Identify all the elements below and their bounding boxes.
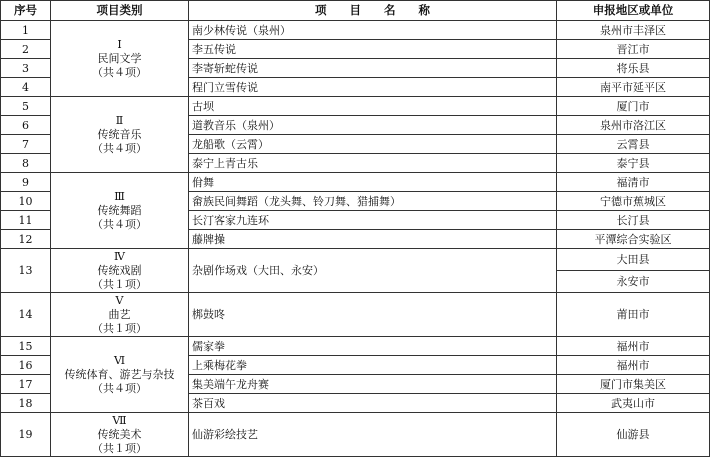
project-name: 南少林传说（泉州）: [189, 21, 557, 40]
header-serial-number: 序号: [1, 1, 51, 21]
row-number: 14: [1, 293, 51, 337]
category-name: 传统美术: [97, 427, 142, 441]
applicant-region: 福清市: [557, 173, 710, 192]
category-cell: [51, 413, 189, 457]
header-applicant-region: 申报地区或单位: [557, 1, 710, 21]
category-count: （共１项）: [92, 441, 147, 455]
applicant-region: 厦门市: [557, 97, 710, 116]
row-number: 12: [1, 230, 51, 249]
project-name: 程门立雪传说: [189, 78, 557, 97]
applicant-region: 泉州市丰泽区: [557, 21, 710, 40]
project-name: 集美端午龙舟赛: [189, 375, 557, 394]
project-name: 长汀客家九连环: [189, 211, 557, 230]
row-number: 18: [1, 394, 51, 413]
applicant-region: 将乐县: [557, 59, 710, 78]
project-name: 儒家拳: [189, 337, 557, 356]
row-number: 10: [1, 192, 51, 211]
category-count: （共４项）: [92, 217, 147, 231]
applicant-region: 大田县: [557, 249, 710, 271]
project-name: 古坝: [189, 97, 557, 116]
header-project-name: 项 目 名 称: [189, 1, 557, 21]
category-name: 传统舞蹈: [97, 203, 142, 217]
table-header-row: [1, 1, 710, 21]
project-name: 梆鼓咚: [189, 293, 557, 337]
applicant-region: 厦门市集美区: [557, 375, 710, 394]
row-number: 1: [1, 21, 51, 40]
category-cell: [51, 337, 189, 413]
category-numeral: Ⅰ: [117, 37, 122, 51]
category-count: （共４项）: [92, 381, 147, 395]
row-number: 6: [1, 116, 51, 135]
applicant-region: 福州市: [557, 356, 710, 375]
category-numeral: Ⅱ: [115, 113, 124, 127]
row-number: 15: [1, 337, 51, 356]
category-cell: [51, 173, 189, 249]
project-name: 畲族民间舞蹈（龙头舞、铃刀舞、猎捕舞）: [189, 192, 557, 211]
category-name: 传统戏剧: [97, 263, 142, 277]
category-cell: [51, 97, 189, 173]
category-cell: [51, 249, 189, 293]
category-name: 曲艺: [108, 307, 131, 321]
applicant-region: 宁德市蕉城区: [557, 192, 710, 211]
applicant-region: 泰宁县: [557, 154, 710, 173]
category-count: （共１项）: [92, 277, 147, 291]
category-numeral: Ⅶ: [112, 413, 127, 427]
category-cell: [51, 293, 189, 337]
applicant-region: 福州市: [557, 337, 710, 356]
category-numeral: Ⅲ: [114, 189, 125, 203]
row-number: 4: [1, 78, 51, 97]
row-number: 9: [1, 173, 51, 192]
table-row: [1, 173, 710, 192]
row-number: 7: [1, 135, 51, 154]
row-number: 13: [1, 249, 51, 293]
project-name: 李五传说: [189, 40, 557, 59]
table-row: [1, 293, 710, 337]
applicant-region: 泉州市洛江区: [557, 116, 710, 135]
row-number: 19: [1, 413, 51, 457]
category-numeral: Ⅵ: [113, 353, 126, 367]
project-name: 佾舞: [189, 173, 557, 192]
project-name: 龙船歌（云霄）: [189, 135, 557, 154]
category-numeral: Ⅴ: [115, 293, 124, 307]
row-number: 5: [1, 97, 51, 116]
table-row: [1, 413, 710, 457]
applicant-region: 南平市延平区: [557, 78, 710, 97]
row-number: 8: [1, 154, 51, 173]
row-number: 11: [1, 211, 51, 230]
category-count: （共１项）: [92, 321, 147, 335]
applicant-region: 长汀县: [557, 211, 710, 230]
project-name: 道教音乐（泉州）: [189, 116, 557, 135]
table-row: [1, 21, 710, 40]
row-number: 16: [1, 356, 51, 375]
applicant-region: 莆田市: [557, 293, 710, 337]
category-count: （共４项）: [92, 65, 147, 79]
project-name: 藤牌操: [189, 230, 557, 249]
category-count: （共４项）: [92, 141, 147, 155]
project-name: 仙游彩绘技艺: [189, 413, 557, 457]
header-project-category: 项目类别: [51, 1, 189, 21]
category-name: 传统体育、游艺与杂技: [64, 367, 175, 381]
applicant-region: 平潭综合实验区: [557, 230, 710, 249]
project-name: 上乘梅花拳: [189, 356, 557, 375]
row-number: 2: [1, 40, 51, 59]
applicant-region: 武夷山市: [557, 394, 710, 413]
category-cell: [51, 21, 189, 97]
applicant-region: 仙游县: [557, 413, 710, 457]
row-number: 17: [1, 375, 51, 394]
row-number: 3: [1, 59, 51, 78]
project-name: 李寄斩蛇传说: [189, 59, 557, 78]
category-name: 民间文学: [97, 51, 142, 65]
applicant-region: 永安市: [557, 271, 710, 293]
table-row: [1, 97, 710, 116]
project-name: 泰宁上青古乐: [189, 154, 557, 173]
applicant-region: 晋江市: [557, 40, 710, 59]
applicant-region: 云霄县: [557, 135, 710, 154]
table-row: [1, 337, 710, 356]
category-numeral: Ⅳ: [114, 249, 125, 263]
category-name: 传统音乐: [97, 127, 142, 141]
project-name: 茶百戏: [189, 394, 557, 413]
project-name: 杂剧作场戏（大田、永安）: [189, 249, 557, 293]
table-row: [1, 249, 710, 271]
